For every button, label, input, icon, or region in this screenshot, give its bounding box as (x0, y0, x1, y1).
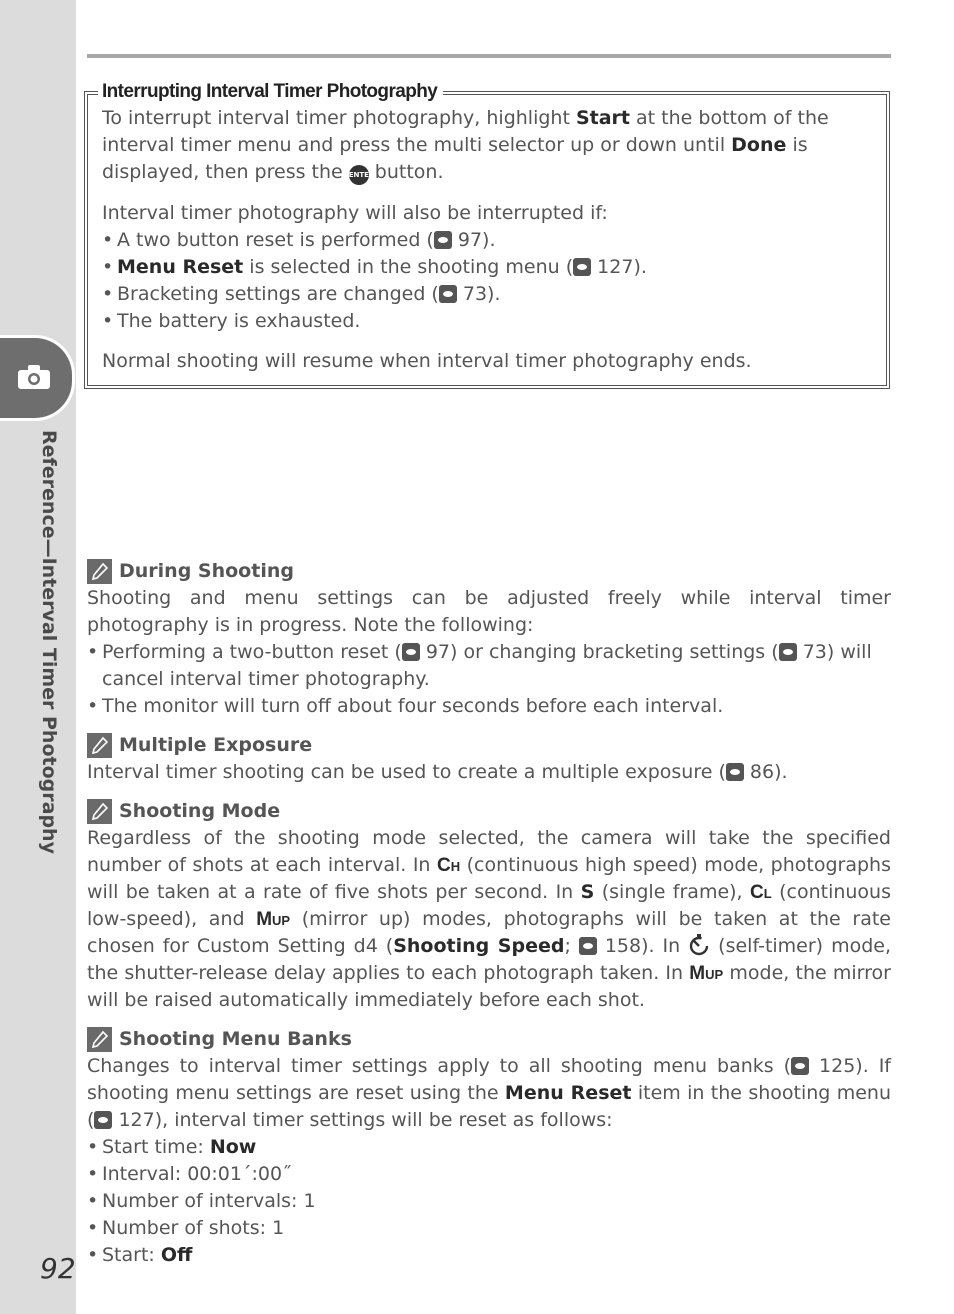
list-item: • Start: Off (87, 1242, 891, 1269)
chapter-title: Reference—Interval Timer Photography (38, 430, 60, 854)
section-title: Shooting Menu Banks (119, 1028, 352, 1050)
section-heading (87, 558, 891, 585)
list-item: • Interval: 00:01´:00˝ (87, 1161, 891, 1188)
list-item: • The battery is exhausted. (102, 308, 877, 335)
text: at the bottom of the interval timer menu and press the multi selector up or down until (102, 107, 829, 156)
reset-values-list (87, 1134, 891, 1269)
section-heading (87, 798, 891, 825)
self-timer-icon (688, 934, 710, 956)
continuous-low-mode-label: Cl (750, 882, 772, 903)
text: is displayed, then press the (102, 134, 808, 183)
notes-sections (87, 558, 891, 1269)
interrupt-note-box (87, 81, 887, 386)
section-heading (87, 732, 891, 759)
sidebar (0, 0, 76, 1314)
continuous-high-mode-label: Ch (436, 855, 461, 876)
page-reference-icon (726, 763, 744, 781)
text: button. (368, 161, 444, 183)
top-rule (87, 54, 891, 58)
section-shooting-menu-banks (87, 1026, 891, 1269)
page-reference-icon (94, 1111, 112, 1129)
section-paragraph: Regardless of the shooting mode selected, the camera will take the specified number of shots at each interval. In Ch (continuous high speed) mode, photographs will be taken at a rate of five shots per second. In S (single frame), Cl (continuous low-speed), and Mup (mirror up) modes, photographs will be taken at the rate chosen for Custom Setting d4 (Shooting Speed; 158). In (self-timer) mode, the shutter-release delay applies to each photograph taken. In Mup mode, the mirror will be raised automatically immediately before each shot. (87, 827, 892, 1011)
section-title: During Shooting (119, 560, 294, 582)
list-item: • Number of shots: 1 (87, 1215, 891, 1242)
enter-button-icon: ENTER (349, 165, 369, 185)
list-item: • Performing a two-button reset ( 97) or changing bracketing settings ( 73) will cancel interval timer photography. (87, 639, 891, 693)
pencil-icon (87, 733, 112, 758)
list-item: • Start time: Now (87, 1134, 891, 1161)
page-reference-icon (791, 1057, 809, 1075)
section-title: Multiple Exposure (119, 734, 313, 756)
during-list (87, 639, 891, 720)
note-title: Interrupting Interval Timer Photography (98, 81, 443, 103)
single-frame-mode-label: S (580, 881, 595, 903)
note-closing: Normal shooting will resume when interval timer photography ends. (102, 350, 752, 372)
section-during-shooting (87, 558, 891, 720)
section-paragraph: Interval timer shooting can be used to create a multiple exposure ( 86). (87, 761, 788, 783)
page-reference-icon (439, 285, 457, 303)
interrupt-list (102, 227, 877, 335)
note-body (102, 105, 877, 375)
mirror-up-mode-label: Mup (256, 909, 291, 930)
text: To interrupt interval timer photography, highlight (102, 107, 576, 129)
camera-icon (18, 365, 50, 389)
section-paragraph: Shooting and menu settings can be adjusted freely while interval timer photography is in progress. Note the following: (87, 587, 891, 636)
done-term: Done (731, 134, 787, 156)
page-reference-icon (779, 643, 797, 661)
pencil-icon (87, 1027, 112, 1052)
list-item: • Menu Reset is selected in the shooting menu ( 127). (102, 254, 877, 281)
list-item: • A two button reset is performed ( 97). (102, 227, 877, 254)
note-paragraph (102, 105, 877, 186)
pencil-icon (87, 799, 112, 824)
section-shooting-mode (87, 798, 891, 1014)
start-term: Start (575, 107, 630, 129)
mirror-up-mode-label: Mup (689, 963, 724, 984)
page-number: 92 (40, 1252, 76, 1285)
section-multiple-exposure (87, 732, 891, 786)
camera-tab (0, 335, 75, 421)
list-item: • Bracketing settings are changed ( 73). (102, 281, 877, 308)
page-reference-icon (402, 643, 420, 661)
note-intro: Interval timer photography will also be interrupted if: (102, 202, 608, 224)
section-title: Shooting Mode (119, 800, 281, 822)
list-item: • Number of intervals: 1 (87, 1188, 891, 1215)
section-heading (87, 1026, 891, 1053)
page-reference-icon (573, 258, 591, 276)
page-reference-icon (579, 937, 597, 955)
pencil-icon (87, 559, 112, 584)
page-reference-icon (434, 231, 452, 249)
section-paragraph: Changes to interval timer settings apply to all shooting menu banks ( 125). If shooting menu settings are reset using the Menu Reset item in the shooting menu ( 127), interval timer settings will be reset as follows: (87, 1055, 891, 1131)
list-item: • The monitor will turn off about four seconds before each interval. (87, 693, 891, 720)
